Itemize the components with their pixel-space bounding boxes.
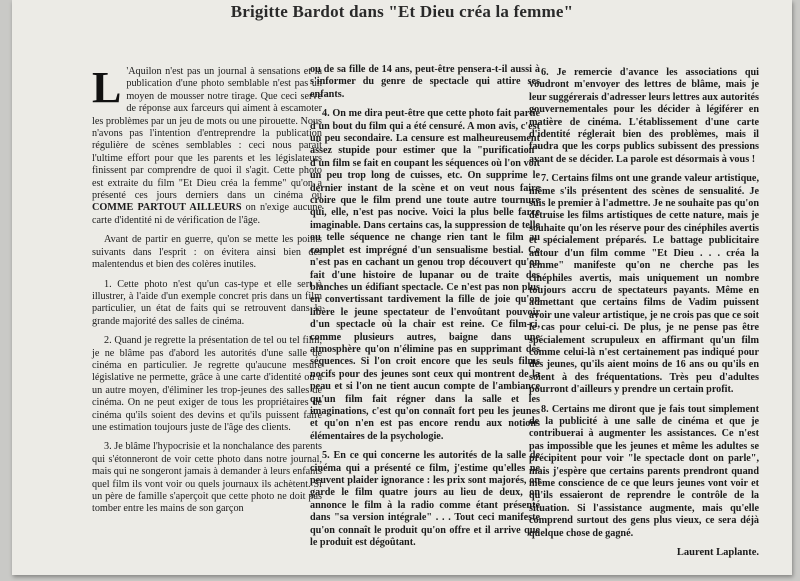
paragraph-point-5: 5. En ce qui concerne les autorités de la salle de cinéma qui a présenté ce film, j'estime qu'elles ne peuvent plaider ignorance : les prix sont majorés, on garde le film quatre jours au lieu de deux, on annonce le film à la radio comme étant présenté dans "sa version intégrale" . . . Tout ceci manifeste qu'on connaît le produit qu'on offre et il arrive que le produit est dégoûtant. xyxy=(310,450,540,549)
paragraph: Avant de partir en guerre, qu'on se mette les points suivants dans l'esprit : on évitera ainsi bien des malentendus et bien des colères inutiles. xyxy=(92,234,322,271)
article-column-1 xyxy=(92,63,323,523)
paragraph-point-1: 1. Cette photo n'est qu'un cas-type et elle sert à illustrer, à l'aide d'un exemple concret pris dans un film particulier, un état de faits qui se retrouvent dans la grande majorité des salles de cinéma. xyxy=(92,278,322,327)
page-title: Brigitte Bardot dans "Et Dieu créa la femme" xyxy=(230,2,574,21)
drop-cap: L xyxy=(92,63,122,112)
article-column-3 xyxy=(529,67,759,559)
paragraph-point-8: 8. Certains me diront que je fais tout simplement de la publicité à une salle de cinéma et que je contribuerai à augmenter les assistances. Ce n'est pas impossible que les jeunes et même les adultes se précipitent pour voir "le spectacle dont on parle", mais j'espère que certains parents prendront quand même conscience de ce que leurs jeunes vont voir et qu'ils essaieront de reprendre le contrôle de la situation. Si l'assistance augmente, mais qu'elle comprend surtout des gens plus vieux, ce sera déjà quelque chose de gagné. xyxy=(529,403,759,539)
paragraph-point-4: 4. On me dira peut-être que cette photo fait partie d'un bout du film qui a été censuré. A mon avis, c'est un peu secondaire. La censure est malheureusement assez stupide pour estimer que la "purification" d'un film se fait en coupant les séquences où l'on voit un peu trop long de cuisses, etc. On supprime le dernier instant de la scène et on veut nous faire croire que le film prend une toute autre tournure qui, elle, n'est pas nocive. Voici la plus belle farce imaginable. Dans certains cas, la suppression de telle ou telle séquence ne change rien tant le film au complet est imprégné d'un sensualisme bestial. Ce n'est pas en cachant un genou trop découvert qu'on fait d'une histoire de lupanar ou de traite des blanches un édifiant spectacle. Ce n'est pas non plus en convertissant tardivement la fille de joie qu'on libère le jeune spectateur de l'envoûtant pouvoir d'un spectacle où la chair est reine. Ce film-ci, comme plusieurs autres, baigne dans une atmosphère qu'on n'élimine pas en supprimant des séquences. Si l'on croit encore que les seuls films nocifs pour des jeunes sont ceux qui montrent de la peau et si l'on ne tient aucun compte de l'ambiance qu'un film fait régner dans la salle et les imaginations, c'est qu'on connaît fort peu les jeunes et qu'on n'en est pas encore rendu aux notions élémentaires de la psychologie. xyxy=(310,108,540,442)
author-signature: Laurent Laplante. xyxy=(676,547,759,559)
paragraph-point-3: 3. Je blâme l'hypocrisie et la nonchalance des parents qui s'étonneront de voir cette photo dans notre journal, mais qui ne songeront jamais à demander à leurs enfants quel film ils vont voir ou quels journaux ils achètent. Si un père de famille s'aperçoit que cette photo ne doit pas tomber entre les mains de son garçon xyxy=(92,441,322,515)
newspaper-page xyxy=(12,0,792,575)
paragraph-point-6: 6. Je remercie d'avance les associations qui voudront m'envoyer des lettres de blâme, mais je leur suggérerais d'adresser leurs lettres aux autorités gouvernementales pour les décider à légiférer en matière de cinéma. L'établissement d'une carte d'identité réglerait bien des problèmes, mais il faudra que les corps publics subissent des pressions avant de se décider. La parole est désormais à vous ! xyxy=(529,67,759,165)
emphasis-text: COMME PARTOUT AILLEURS xyxy=(92,202,242,214)
paragraph-point-2: 2. Quand je regrette la présentation de tel ou tel film, je ne blâme pas d'abord les autorités d'une salle de cinéma en particulier. Je regrette qu'aucune mesure législative ne permette, grâce à une carte d'identité ou à un autre moyen, d'éliminer les trop-jeunes des salles de cinéma. On ne peut exiger de tous les propriétaires de cinéma qu'ils soient des devins et qu'ils puissent faire une estimation toujours juste de l'âge des clients. xyxy=(92,335,322,433)
paragraph: ou de sa fille de 14 ans, peut-être pensera-t-il aussi à s'informer du genre de spectacle qui attire ses enfants. xyxy=(310,64,540,100)
paragraph-point-7: 7. Certains films ont une grande valeur artistique, même s'ils présentent des scènes de sensualité. Je suis le premier à l'admettre. Je ne souhaite pas qu'on détruise les films artistiques de cette nature, mais je souhaite qu'on les réserve pour des cinéphiles avertis et spécialement préparés. Le battage publicitaire autour d'un film comme "Et Dieu . . . créa la femme" manifeste qu'on ne cherche pas les cinéphiles avertis, mais uniquement un nombre toujours accru de spectateurs payants. Même en admettant que certains films de Vadim puissent avoir une valeur artistique, je ne crois pas que ce soit le cas pour celui-ci. De plus, je ne pense pas être spécialement scrupuleux en affirmant qu'un film comme celui-là n'est certainement pas indiqué pour des jeunes, qu'ils aient moins de 16 ans ou qu'ils en soient à des fréquentations. Très peu d'adultes pourront d'ailleurs y prendre un certain profit. xyxy=(529,173,759,396)
paragraph-intro: L 'Aquilon n'est pas un journal à sensations et la publication d'une photo semblable n'est pas un moyen de mousser notre tirage. Que ceci serve de réponse aux farceurs qui aiment à escamoter les problèmes par un jeu de mots ou une pirouette. Nous n'avons pas l'intention d'entreprendre la publication régulière de scènes semblables : ceci nous paraît l'ultime effort pour que les parents et les législateurs finissent par comprendre de quoi il s'agit. Cette photo est extraite du film "Et Dieu créa la femme" qu'on a présenté ces jours derniers dans un cinéma où COMME PARTOUT AILLEURS on n'exige aucune carte d'identité ni de vérification de l'âge. xyxy=(92,63,323,226)
article-column-2 xyxy=(310,64,540,556)
